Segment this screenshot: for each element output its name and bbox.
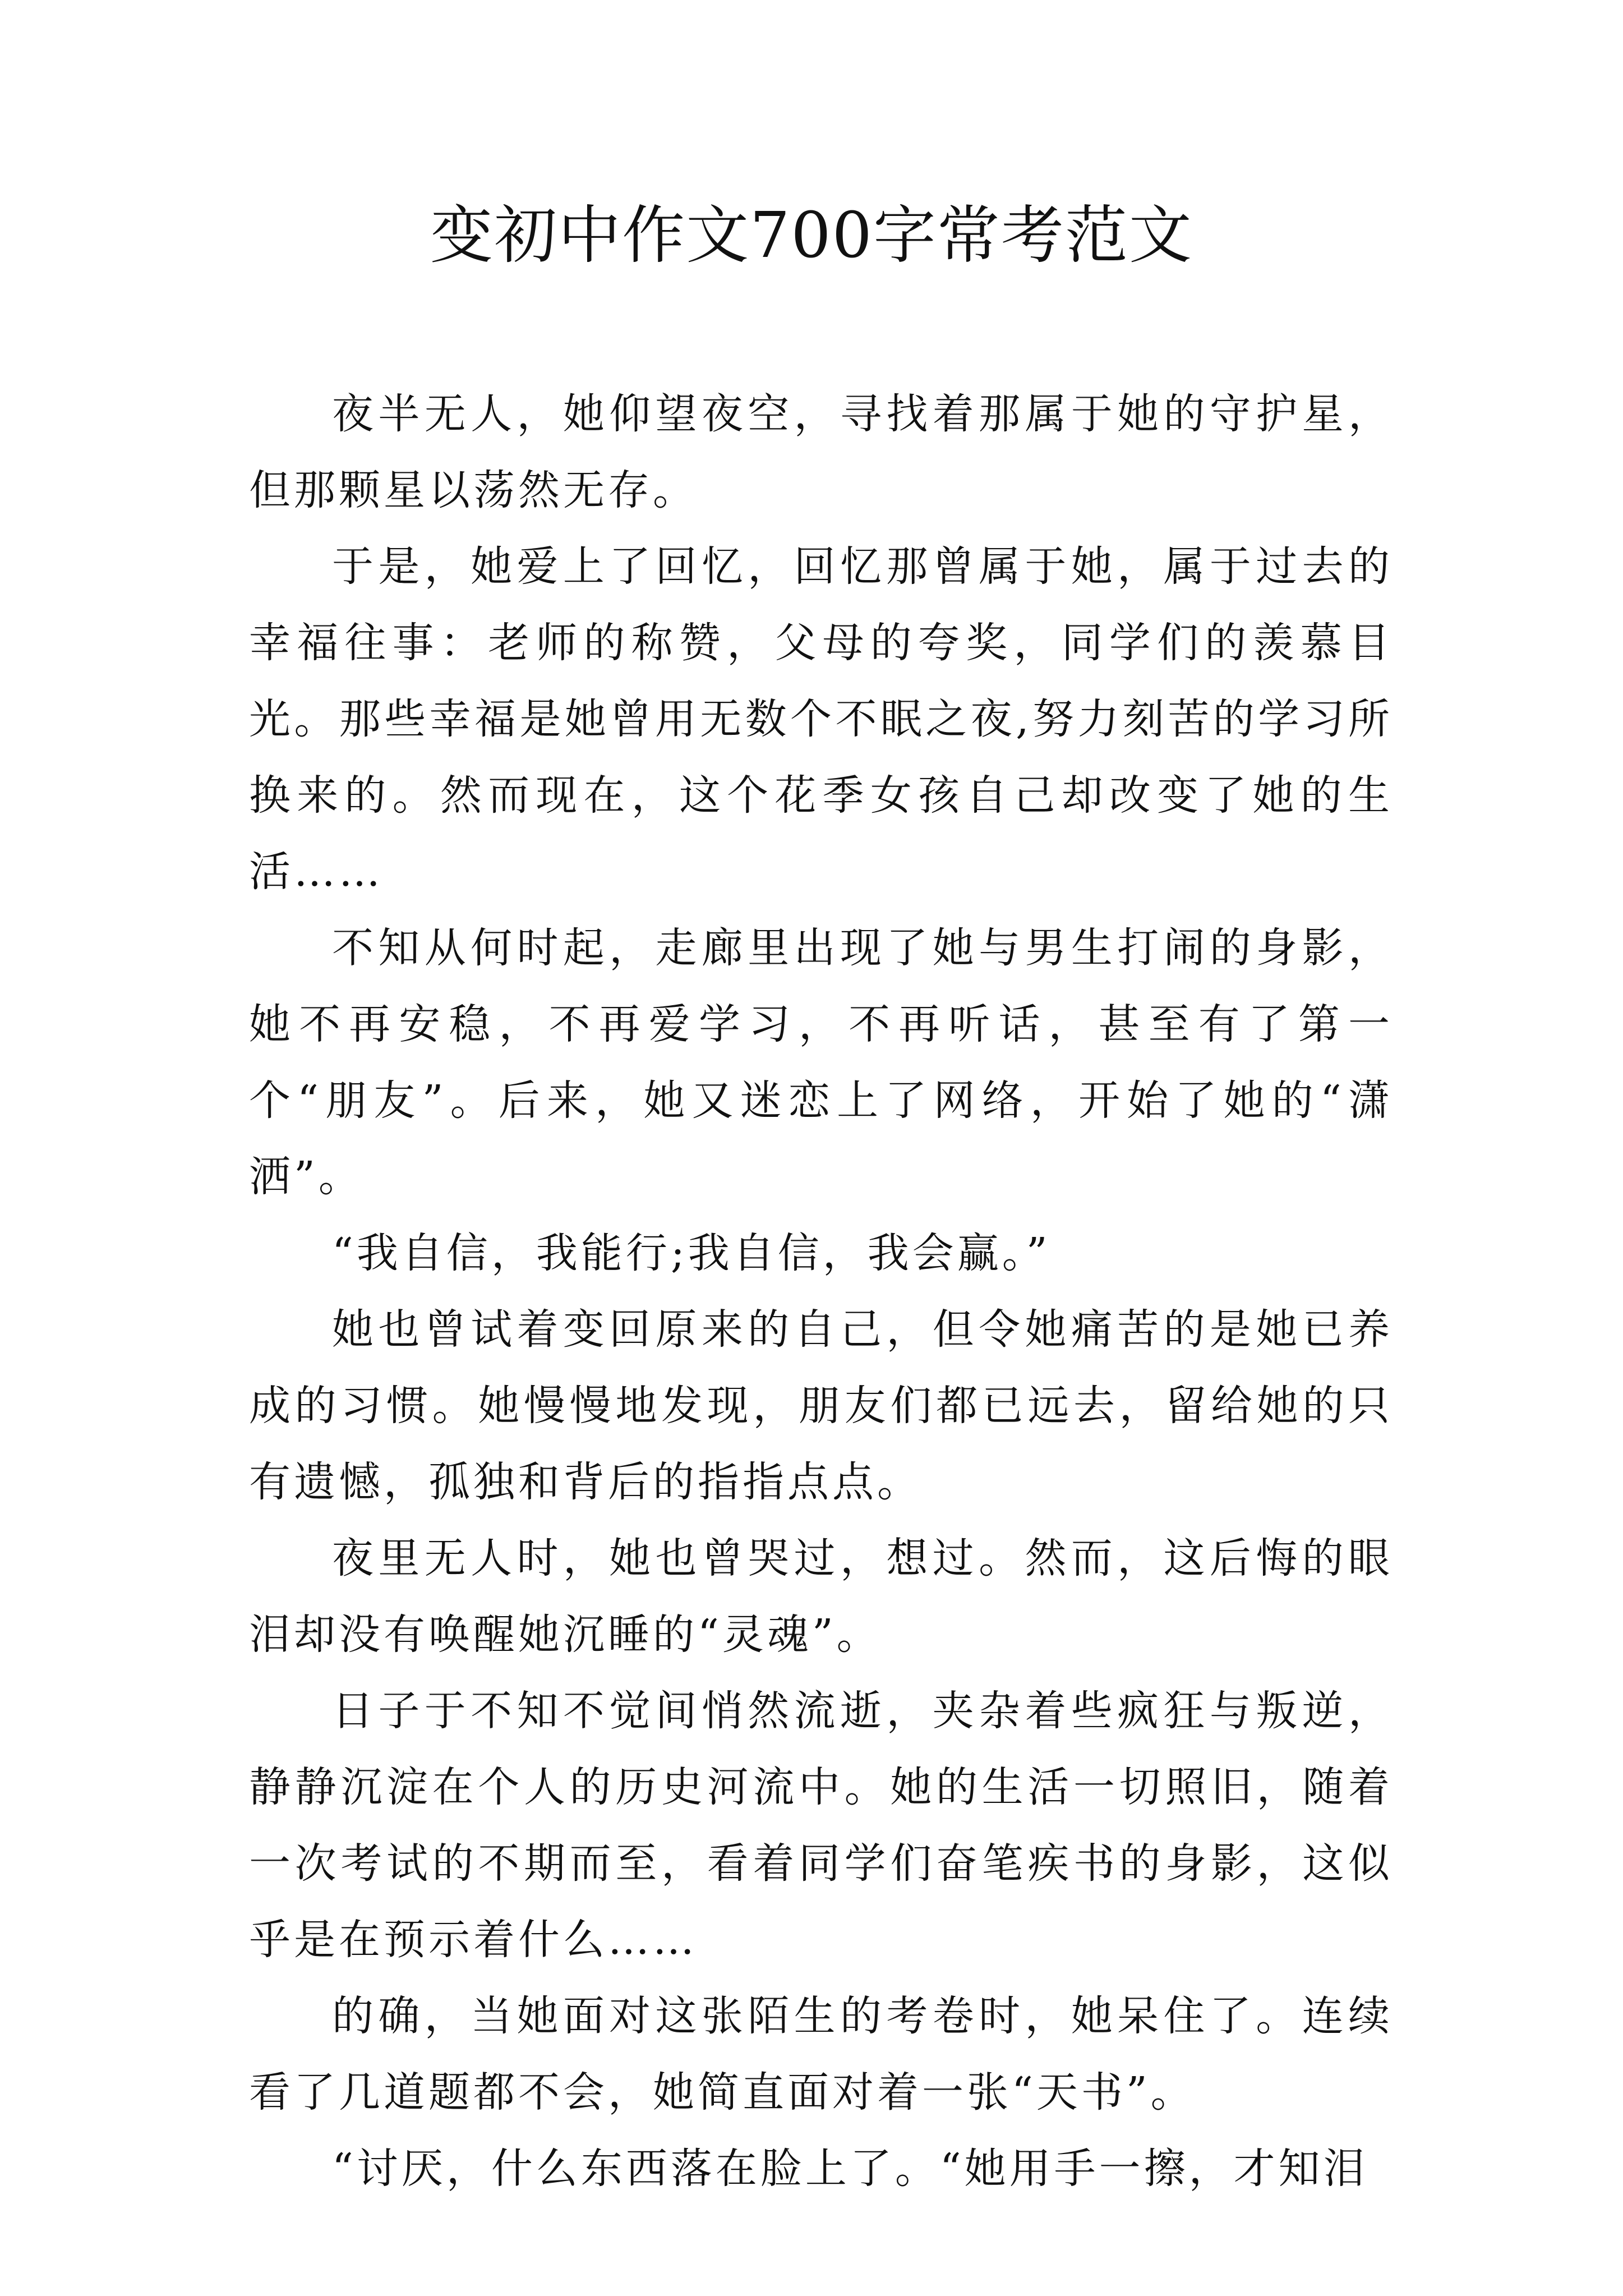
paragraph-6: 夜里无人时，她也曾哭过，想过。然而，这后悔的眼泪却没有唤醒她沉睡的“灵魂”。	[249, 1534, 1393, 1659]
paragraph-5: 她也曾试着变回原来的自己，但令她痛苦的是她已养成的习惯。她慢慢地发现，朋友们都已远去，留给她的只有遗憾，孤独和背后的指指点点。	[249, 1305, 1393, 1506]
paragraph-7: 日子于不知不觉间悄然流逝，夹杂着些疯狂与叛逆，静静沉淀在个人的历史河流中。她的生活一切照旧，随着一次考试的不期而至，看着同学们奋笔疾书的身影，这似乎是在预示着什么……	[249, 1687, 1393, 1964]
paragraph-8: 的确，当她面对这张陌生的考卷时，她呆住了。连续看了几道题都不会，她简直面对着一张“天书”。	[249, 1992, 1393, 2116]
page-title: 变初中作文700字常考范文	[430, 199, 1193, 272]
paragraph-2: 于是，她爱上了回忆，回忆那曾属于她，属于过去的幸福往事：老师的称赞，父母的夸奖，同学们的羡慕目光。那些幸福是她曾用无数个不眠之夜,努力刻苦的学习所换来的。然而现在，这个花季女孩自己却改变了她的生活……	[249, 542, 1393, 896]
paragraph-4: “我自信，我能行;我自信，我会赢。”	[332, 1229, 1051, 1277]
paragraph-3: 不知从何时起，走廊里出现了她与男生打闹的身影，她不再安稳，不再爱学习，不再听话，甚至有了第一个“朋友”。后来，她又迷恋上了网络，开始了她的“潇洒”。	[249, 924, 1393, 1201]
article-body	[249, 376, 1393, 2207]
paragraph-1: 夜半无人，她仰望夜空，寻找着那属于她的守护星，但那颗星以荡然无存。	[249, 390, 1393, 514]
paragraph-9: “讨厌，什么东西落在脸上了。“她用手一擦，才知泪	[332, 2145, 1368, 2193]
